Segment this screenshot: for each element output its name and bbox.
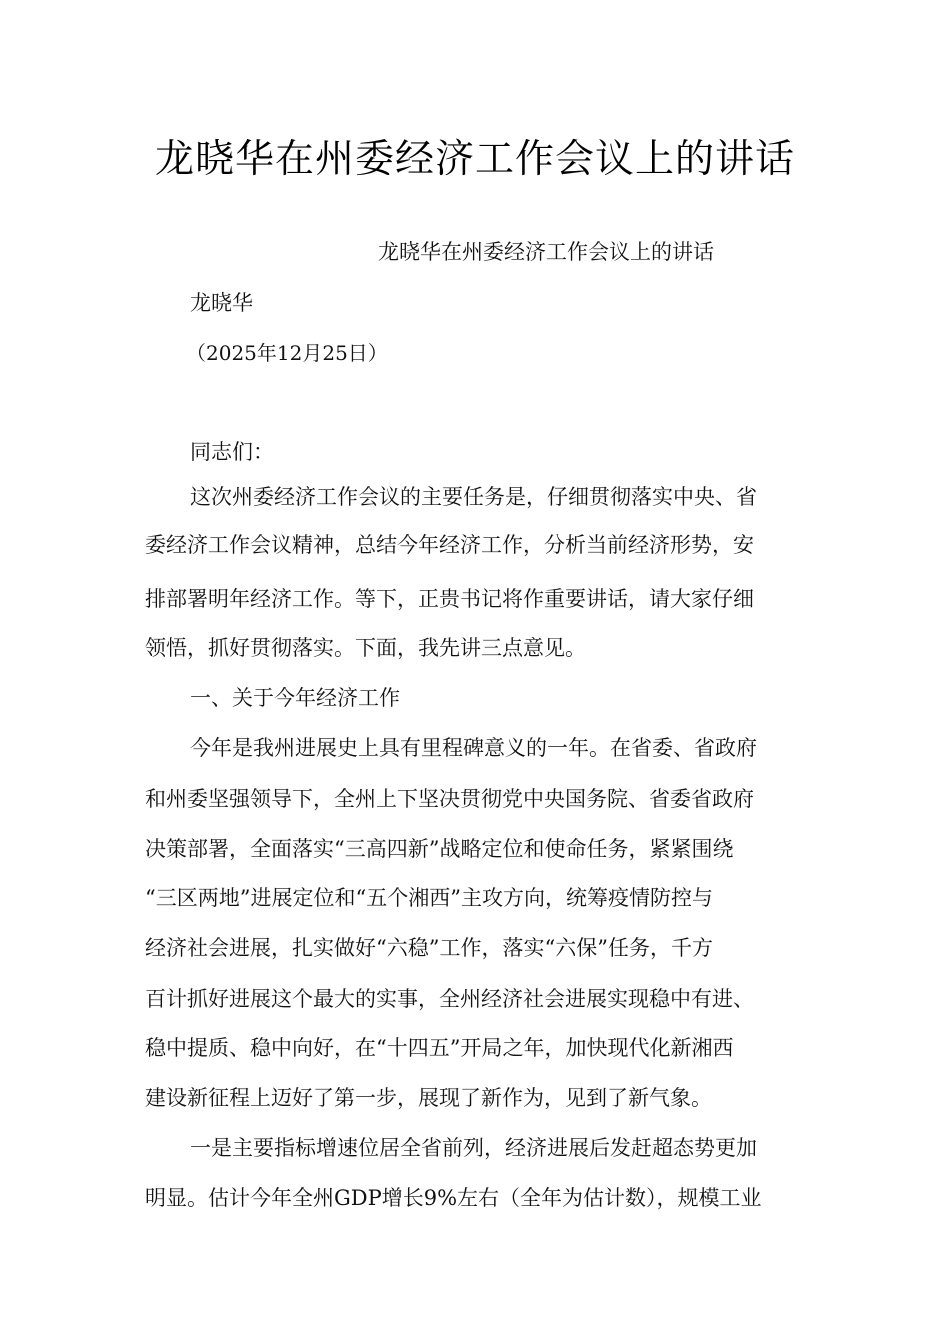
body-line: 经济社会进展，扎实做好“六稳”工作，落实“六保”任务，千方 <box>145 936 713 960</box>
body-line: 百计抓好进展这个最大的实事，全州经济社会进展实现稳中有进、 <box>145 987 754 1011</box>
body-line: 明显。估计今年全州GDP增长9%左右（全年为估计数），规模工业 <box>145 1186 762 1210</box>
body-line: 这次州委经济工作会议的主要任务是，仔细贯彻落实中央、省 <box>190 485 757 509</box>
body-line: 领悟，抓好贯彻落实。下面，我先讲三点意见。 <box>145 636 586 660</box>
body-line: 稳中提质、稳中向好，在“十四五”开局之年，加快现代化新湘西 <box>145 1036 734 1060</box>
body-line: 排部署明年经济工作。等下，正贵书记将作重要讲话，请大家仔细 <box>145 587 754 611</box>
section-heading: 一、关于今年经济工作 <box>190 686 400 710</box>
body-line: 委经济工作会议精神，总结今年经济工作，分析当前经济形势，安 <box>145 533 754 557</box>
body-line: 和州委坚强领导下，全州上下坚决贯彻党中央国务院、省委省政府 <box>145 787 754 811</box>
document-title: 龙晓华在州委经济工作会议上的讲话 <box>154 137 795 182</box>
speech-date: （2025年12月25日） <box>186 341 388 365</box>
body-line: 一是主要指标增速位居全省前列，经济进展后发赶超态势更加 <box>190 1136 757 1160</box>
body-line: 决策部署，全面落实“三高四新”战略定位和使命任务，紧紧围绕 <box>145 837 734 861</box>
body-line: 建设新征程上迈好了第一步，展现了新作为，见到了新气象。 <box>145 1086 712 1110</box>
greeting: 同志们： <box>190 440 274 464</box>
document-subtitle: 龙晓华在州委经济工作会议上的讲话 <box>378 240 714 264</box>
body-line: “三区两地”进展定位和“五个湘西”主攻方向，统筹疫情防控与 <box>145 886 713 910</box>
author-name: 龙晓华 <box>190 291 253 315</box>
body-line: 今年是我州进展史上具有里程碑意义的一年。在省委、省政府 <box>190 736 757 760</box>
